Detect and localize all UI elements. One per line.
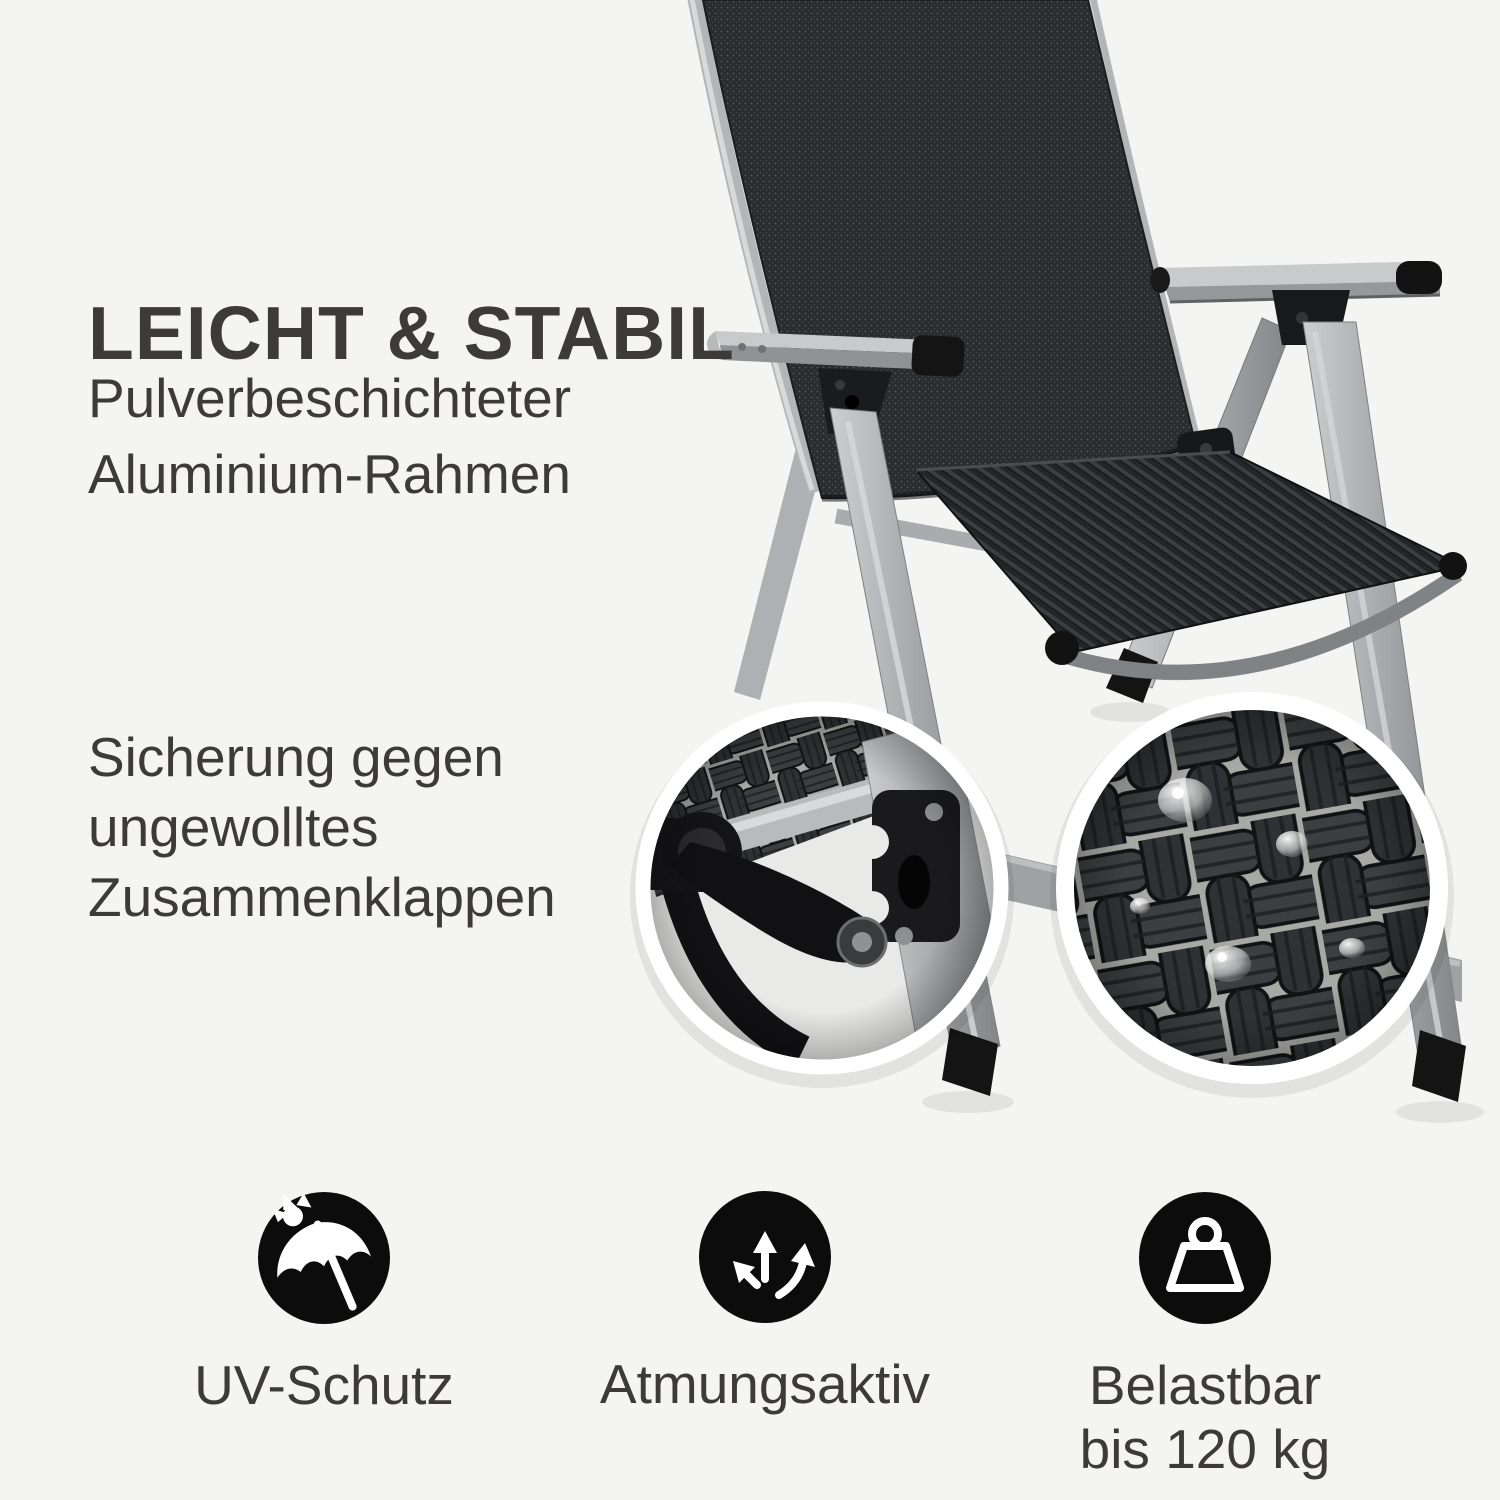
headline: LEICHT & STABIL <box>88 291 735 376</box>
callout-lock-mechanism <box>606 653 1020 1088</box>
feature-label: Atmungsaktiv <box>599 1353 931 1415</box>
weight-icon <box>1139 1192 1271 1324</box>
feature-row <box>0 1180 1500 1500</box>
note-line-1: Sicherung gegen <box>88 726 504 788</box>
subtitle-line-2: Aluminium-Rahmen <box>88 443 571 505</box>
note-line-2: ungewolltes <box>88 796 379 858</box>
backrest <box>691 0 1236 498</box>
feature-note <box>88 722 556 932</box>
right-armrest <box>1150 261 1442 345</box>
feature-label: UV-Schutz <box>194 1354 454 1416</box>
feature-uv-protection <box>104 1192 544 1417</box>
parasol-icon <box>258 1192 390 1324</box>
subtitle-line-1: Pulverbeschichteter <box>88 367 572 429</box>
feature-load-capacity <box>985 1192 1425 1481</box>
feature-breathable <box>545 1191 985 1416</box>
subtitle <box>88 360 571 512</box>
branching-arrows-icon <box>699 1191 831 1323</box>
note-line-3: Zusammenklappen <box>88 866 556 928</box>
feature-label: Belastbar bis 120 kg <box>1079 1354 1331 1480</box>
